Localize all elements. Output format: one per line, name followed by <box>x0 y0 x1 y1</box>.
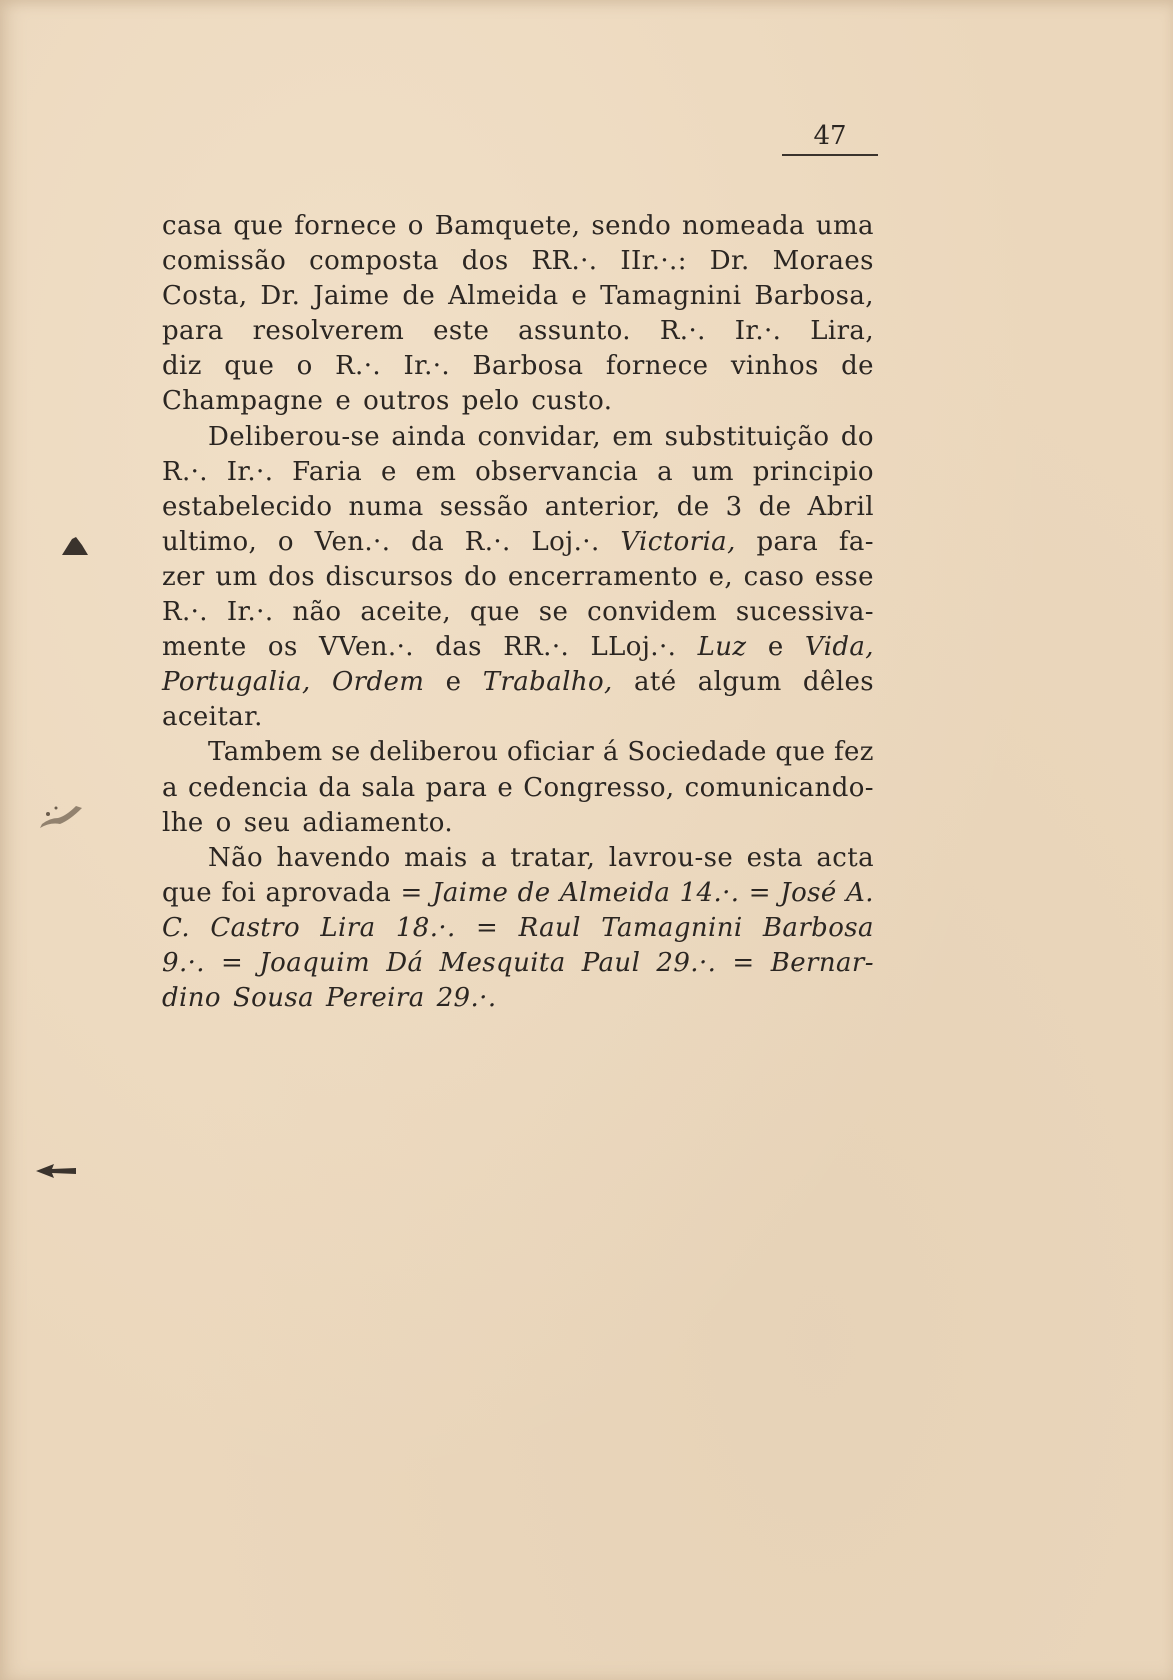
word: A. <box>846 877 874 908</box>
word: Barbosa, <box>754 281 874 312</box>
word: e <box>335 386 352 417</box>
text-line <box>162 349 874 384</box>
word: Ir.·. <box>226 597 274 628</box>
word: nomeada <box>682 211 805 241</box>
word: = <box>221 947 244 978</box>
word: Ir.·. <box>734 316 782 347</box>
word: deliberou <box>369 737 499 768</box>
word: RR.·. <box>531 246 598 277</box>
word: a <box>481 842 497 873</box>
word: Portugalia, <box>162 667 311 698</box>
word: Jaime <box>313 281 390 312</box>
word: diz <box>162 351 202 382</box>
word: fez <box>834 737 874 768</box>
word: C. <box>162 912 191 943</box>
word: de <box>758 491 792 522</box>
word: que <box>224 351 275 382</box>
word: cedencia <box>187 772 309 803</box>
body-text <box>162 209 874 1016</box>
word: composta <box>309 246 439 277</box>
word: Loj.·. <box>531 526 600 557</box>
word: Lira, <box>810 316 874 347</box>
word: o <box>296 351 313 382</box>
word: dos <box>268 561 315 592</box>
word: Dá <box>386 947 424 978</box>
word: RR.·. <box>503 632 570 663</box>
word: 18.·. <box>395 912 456 943</box>
word: adiamento. <box>302 807 454 838</box>
word: LLoj.·. <box>590 632 677 663</box>
text-line <box>162 525 874 560</box>
word: casa <box>162 211 223 241</box>
word: esse <box>814 561 874 592</box>
word: e <box>571 281 588 312</box>
word: R.·. <box>335 351 382 382</box>
word: Ir.·. <box>403 351 451 382</box>
word: dos <box>461 246 509 277</box>
word: discursos <box>325 561 454 592</box>
word: lhe <box>162 807 204 838</box>
text-line <box>162 560 874 595</box>
word: vinhos <box>730 351 819 382</box>
word: Vida, <box>804 632 874 663</box>
word: á <box>602 737 619 768</box>
word: Ordem <box>331 667 425 698</box>
word: e <box>380 456 397 487</box>
ink-blot-icon <box>60 535 90 557</box>
word: Joaquim <box>259 947 371 978</box>
word: este <box>433 316 490 347</box>
word: que <box>775 737 826 768</box>
word: das <box>435 632 482 663</box>
word: que <box>162 877 212 908</box>
word: Champagne <box>162 386 324 417</box>
word: Deliberou-se <box>208 421 381 452</box>
text-line <box>162 244 874 279</box>
word: Castro <box>210 912 301 943</box>
word: lavrou-se <box>608 842 734 873</box>
word: Pereira <box>326 983 425 1014</box>
word: tratar, <box>510 842 596 873</box>
word: numa <box>348 491 424 522</box>
word: principio <box>752 456 874 487</box>
word: sendo <box>591 211 672 241</box>
word: Moraes <box>772 246 874 277</box>
word: mais <box>404 842 468 873</box>
word: até <box>633 667 677 698</box>
word: o <box>277 526 294 557</box>
word: encerramento <box>507 561 698 592</box>
word: Ir.·. <box>226 456 274 487</box>
word: Não <box>208 842 264 873</box>
word: = <box>732 947 755 978</box>
word: se <box>538 597 569 628</box>
word: para <box>425 772 488 803</box>
word: Faria <box>292 456 363 487</box>
word: Luz <box>697 632 747 663</box>
word: outros <box>363 386 450 417</box>
word: da <box>318 772 352 803</box>
text-line <box>162 700 874 735</box>
word: de <box>676 491 710 522</box>
word: observancia <box>475 456 639 487</box>
word: Barbosa <box>472 351 584 382</box>
word: Sousa <box>232 983 315 1014</box>
word: zer <box>162 561 205 592</box>
word: Lira <box>320 912 376 943</box>
word: Congresso, <box>523 772 675 803</box>
word: Costa, <box>162 281 248 312</box>
word: pelo <box>461 386 520 417</box>
word: dêles <box>802 667 874 698</box>
text-line <box>162 665 874 700</box>
word: Ven.·. <box>314 526 391 557</box>
word: 29.·. <box>436 983 497 1014</box>
word: de <box>402 281 436 312</box>
word: 9.·. <box>162 947 205 978</box>
word: Barbosa <box>762 912 874 943</box>
word: Victoria, <box>620 526 736 557</box>
word: Sociedade <box>627 737 767 768</box>
word: IIr.·.: <box>620 246 687 277</box>
word: havendo <box>276 842 391 873</box>
word: de <box>841 351 874 382</box>
word: Almeida <box>448 281 559 312</box>
word: assunto. <box>518 316 631 347</box>
word: Paul <box>581 947 641 978</box>
word: 3 <box>725 491 743 522</box>
word: e, <box>708 561 734 592</box>
text-line <box>162 209 874 244</box>
text-line <box>162 279 874 314</box>
text-line <box>162 455 874 490</box>
word: os <box>267 632 298 663</box>
text-line <box>162 595 874 630</box>
word: mente <box>162 632 247 663</box>
word: sessão <box>439 491 529 522</box>
word: Tambem <box>208 737 323 768</box>
word: VVen.·. <box>319 632 414 663</box>
word: R.·. <box>659 316 706 347</box>
word: 14.·. <box>679 877 740 908</box>
word: resolverem <box>252 316 405 347</box>
word: ainda <box>391 421 467 452</box>
word: dino <box>162 983 221 1014</box>
text-line <box>162 630 874 665</box>
word: comunicando- <box>684 772 874 803</box>
word: Raul <box>518 912 581 943</box>
word: R.·. <box>464 526 511 557</box>
word: estabelecido <box>162 491 333 522</box>
word: Dr. <box>260 281 301 312</box>
word: convidar, <box>477 421 602 452</box>
word: um <box>215 561 258 592</box>
word: o <box>215 807 232 838</box>
word: da <box>411 526 445 557</box>
text-line <box>162 771 874 806</box>
word: Dr. <box>709 246 750 277</box>
word: = <box>400 877 423 908</box>
ink-arrow-icon <box>34 1160 78 1182</box>
word: seu <box>243 807 291 838</box>
word: custo. <box>531 386 613 417</box>
text-line <box>162 841 874 876</box>
word: substituição <box>664 421 830 452</box>
text-line <box>162 384 874 419</box>
word: a <box>162 772 178 803</box>
word: sala <box>361 772 416 803</box>
word: fornece <box>605 351 709 382</box>
word: e <box>497 772 514 803</box>
ink-smudge-icon <box>36 800 86 834</box>
word: Almeida <box>559 877 671 908</box>
text-line <box>162 911 874 946</box>
word: e <box>445 667 462 698</box>
word: anterior, <box>544 491 661 522</box>
word: Jaime <box>432 877 509 908</box>
word: que <box>233 211 284 241</box>
word: não <box>292 597 342 628</box>
word: R.·. <box>162 597 208 628</box>
word: ultimo, <box>162 526 258 557</box>
word: que <box>469 597 520 628</box>
word: Bernar- <box>770 947 874 978</box>
word: Mesquita <box>439 947 566 978</box>
word: fornece <box>294 211 397 241</box>
word: oficiar <box>507 737 595 768</box>
word: esta <box>746 842 803 873</box>
text-line <box>162 876 874 911</box>
text-line <box>162 806 874 841</box>
word: José <box>780 877 837 908</box>
word: do <box>840 421 874 452</box>
word: aceitar. <box>162 702 263 733</box>
word: Bamquete, <box>434 211 581 241</box>
word: em <box>415 456 457 487</box>
word: sucessiva- <box>735 597 874 628</box>
word: de <box>517 877 551 908</box>
word: se <box>331 737 361 768</box>
word: Tamagnini <box>601 912 743 943</box>
word: convidem <box>587 597 718 628</box>
word: o <box>407 211 424 241</box>
word: caso <box>743 561 805 592</box>
word: comissão <box>162 246 287 277</box>
text-line <box>162 946 874 981</box>
text-line <box>162 420 874 455</box>
text-line <box>162 735 874 770</box>
page-number: 47 <box>782 120 878 156</box>
word: R.·. <box>162 456 208 487</box>
text-line <box>162 981 874 1016</box>
word: acta <box>816 842 874 873</box>
word: do <box>464 561 498 592</box>
word: foi <box>221 877 257 908</box>
word: para <box>756 526 819 557</box>
word: aceite, <box>360 597 452 628</box>
word: Tamagnini <box>600 281 742 312</box>
word: algum <box>697 667 782 698</box>
word: um <box>691 456 734 487</box>
text-line <box>162 490 874 525</box>
word: = <box>748 877 771 908</box>
word: 29.·. <box>656 947 717 978</box>
word: uma <box>815 211 874 241</box>
word: Abril <box>807 491 874 522</box>
word: fa- <box>838 526 874 557</box>
word: para <box>162 316 224 347</box>
word: Trabalho, <box>482 667 613 698</box>
word: e <box>767 632 784 663</box>
word: = <box>476 912 499 943</box>
text-line <box>162 314 874 349</box>
word: em <box>612 421 654 452</box>
word: a <box>657 456 673 487</box>
word: aprovada <box>265 877 392 908</box>
